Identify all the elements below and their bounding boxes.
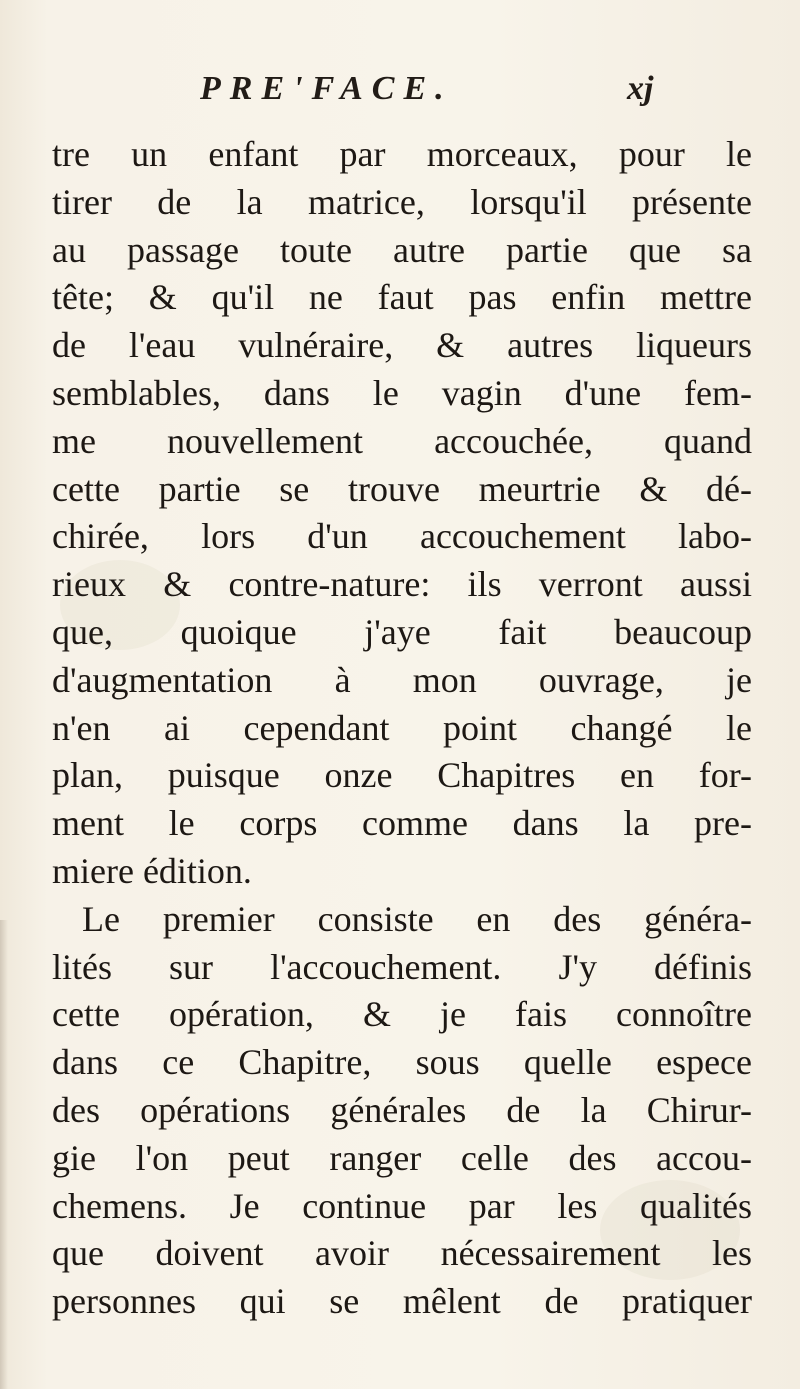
text-line: miere édition. [52,850,252,891]
text-line: gie l'on peut ranger celle des accou- [52,1137,752,1178]
text-line: tirer de la matrice, lorsqu'il présente [52,181,752,222]
text-line: chemens. Je continue par les qualités [52,1185,752,1226]
text-line: n'en ai cependant point changé le [52,707,752,748]
body-text [52,131,752,1326]
text-line: ment le corps comme dans la pre- [52,803,752,844]
text-line: chirée, lors d'un accouchement labo- [52,516,752,557]
running-title: PRE'FACE. [200,70,453,107]
text-line: personnes qui se mêlent de pratiquer [52,1281,752,1322]
text-line: au passage toute autre partie que sa [52,229,752,270]
text-line: me nouvellement accouchée, quand [52,420,752,461]
text-line: que, quoique j'aye fait beaucoup [52,611,752,652]
text-line: lités sur l'accouchement. J'y définis [52,946,752,987]
text-line: d'augmentation à mon ouvrage, je [52,659,752,700]
page-header [200,70,700,118]
text-line: dans ce Chapitre, sous quelle espece [52,1042,752,1083]
text-line: de l'eau vulnéraire, & autres liqueurs [52,325,752,366]
text-line: tête; & qu'il ne faut pas enfin mettre [52,277,752,318]
text-line: que doivent avoir nécessairement les [52,1233,752,1274]
paragraph-start-line: Le premier consiste en des généra- [82,898,752,939]
text-line: semblables, dans le vagin d'une fem- [52,372,752,413]
text-line: tre un enfant par morceaux, pour le [52,134,752,174]
page-gutter-shadow [0,920,8,1389]
text-line: cette opération, & je fais connoître [52,994,752,1035]
page-number: xj [627,70,654,107]
text-line: plan, puisque onze Chapitres en for- [52,755,752,796]
text-line: rieux & contre-nature: ils verront aussi [52,564,752,605]
text-line: des opérations générales de la Chirur- [52,1089,752,1130]
text-line: cette partie se trouve meurtrie & dé- [52,468,752,509]
